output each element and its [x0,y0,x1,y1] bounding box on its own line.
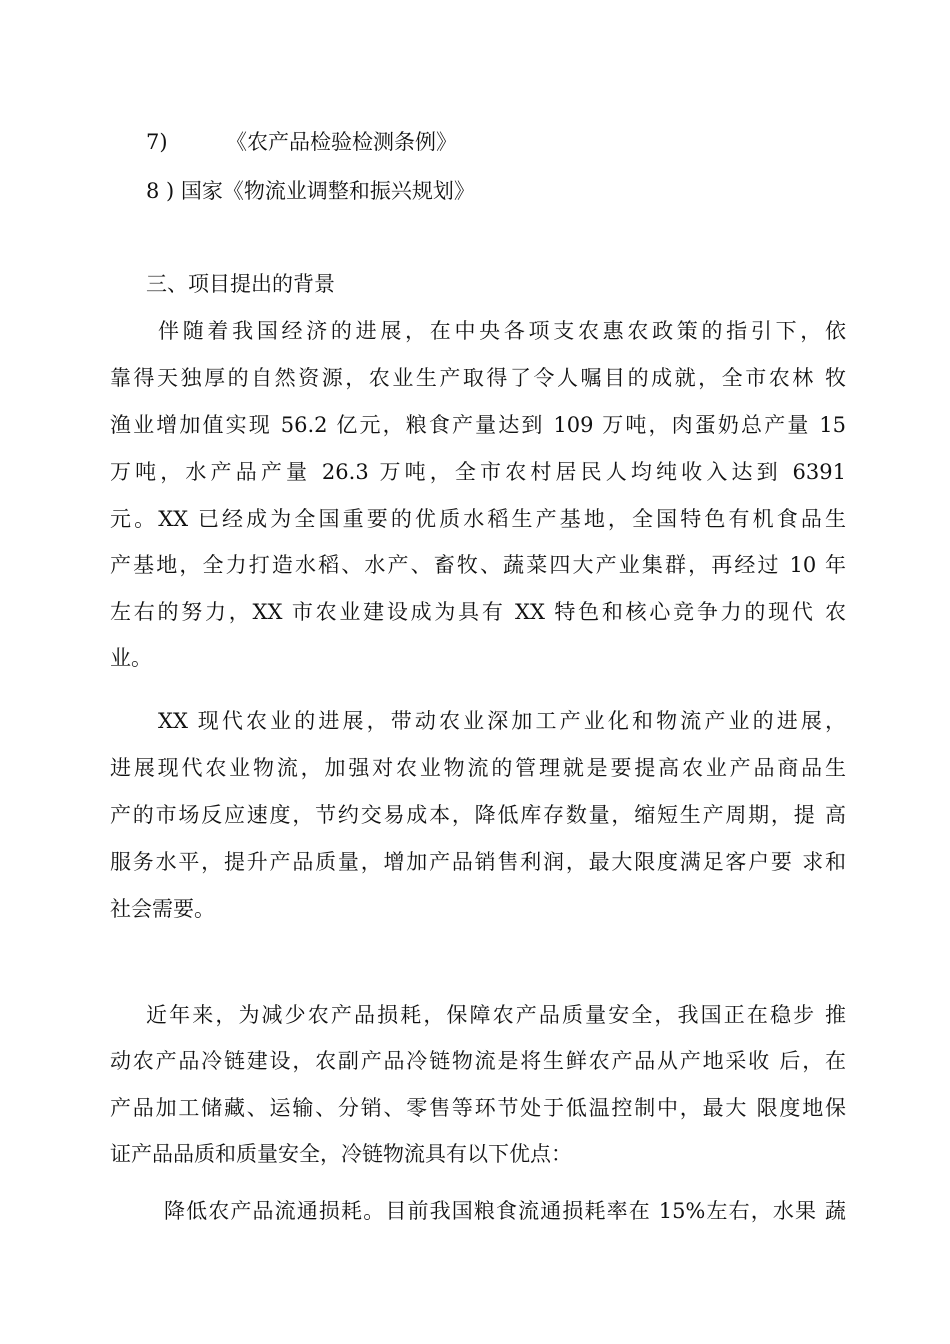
paragraph-line: XX 现代农业的进展，带动农业深加工产业化和物流产业的进展， [158,709,846,733]
paragraph-line: 服务水平，提升产品质量，增加产品销售利润，最大限度满足客户要 求和 [110,850,846,874]
paragraph-line: 产品加工储藏、运输、分销、零售等环节处于低温控制中，最大 限度地保 [110,1096,846,1120]
list-item-number: 7) [146,130,168,154]
paragraph-line: 产的市场反应速度，节约交易成本，降低库存数量，缩短生产周期，提 高 [110,803,846,827]
paragraph-line: 证产品品质和质量安全，冷链物流具有以下优点： [110,1142,572,1166]
paragraph-line: 进展现代农业物流，加强对农业物流的管理就是要提高农业产品商品生 [110,756,846,780]
list-item-text: 《农产品检验检测条例》 [226,130,457,154]
paragraph-line: 近年来，为减少农产品损耗，保障农产品质量安全，我国正在稳步 推 [146,1003,846,1027]
paragraph-line: 元。XX 已经成为全国重要的优质水稻生产基地，全国特色有机食品生 [110,507,846,531]
paragraph-line: 社会需要。 [110,897,215,921]
paragraph-line: 降低农产品流通损耗。目前我国粮食流通损耗率在 15%左右，水果 蔬 [164,1199,846,1223]
paragraph-line: 产基地，全力打造水稻、水产、畜牧、蔬菜四大产业集群，再经过 10 年 [110,553,846,577]
paragraph-line: 动农产品冷链建设，农副产品冷链物流是将生鲜农产品从产地采收 后，在 [110,1049,846,1073]
paragraph-line: 业。 [110,646,152,670]
paragraph-line: 伴随着我国经济的进展，在中央各项支农惠农政策的指引下，依 [158,319,846,343]
list-item-8: 8 ) 国家《物流业调整和振兴规划》 [146,179,475,203]
list-item-7 [146,127,457,157]
section-heading: 三、项目提出的背景 [146,272,335,296]
paragraph-line: 左右的努力，XX 市农业建设成为具有 XX 特色和核心竞争力的现代 农 [110,600,846,624]
paragraph-line: 靠得天独厚的自然资源，农业生产取得了令人嘱目的成就，全市农林 牧 [110,366,846,390]
paragraph-line: 万吨，水产品产量 26.3 万吨，全市农村居民人均纯收入达到 6391 [110,460,846,484]
paragraph-line: 渔业增加值实现 56.2 亿元，粮食产量达到 109 万吨，肉蛋奶总产量 15 [110,413,846,437]
